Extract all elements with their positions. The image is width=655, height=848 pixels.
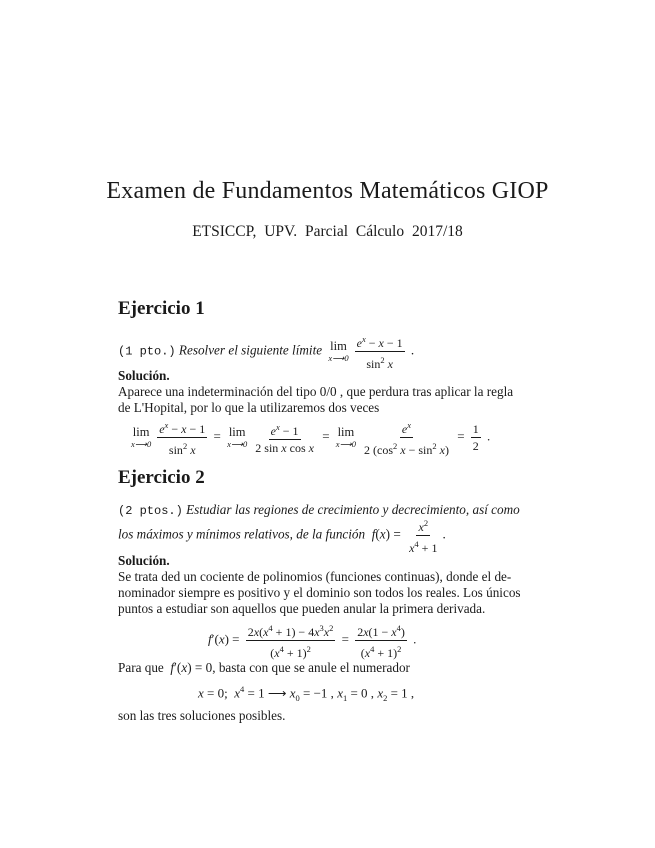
exercise-1-points: (1 pto.) [118, 344, 176, 359]
exercise-2-solution-line-1: Se trata ded un cociente de polinomios (funciones continuas), donde el de- [118, 569, 512, 584]
exercise-2-solution-line-2: nominador siempre es positivo y el dominio son todos los reales. Los únicos [118, 585, 521, 600]
exercise-2-statement-line-2: los máximos y mínimos relativos, de la función f(x) = $\frac{x^2}{x^4 + 1}$ . [118, 518, 446, 555]
roots-equation: x = 0; $x^4 = 1$ ⟶ $x_0 = -1$ , $x_1 = 0$ , $x_2 = 1$ , [198, 684, 415, 703]
exercise-1-solution-line-2: de L'Hopital, por lo que la utilizaremos dos veces [118, 400, 380, 415]
exercise-1-statement: (1 pto.) Resolver el siguiente límite lim x⟶0 $\frac{e^x - x - 1}{\sin^2 x}$ . [118, 334, 415, 371]
limit-operator: lim x⟶0 [328, 339, 349, 363]
exercise-2-solution-line-3: puntos a estudiar son aquellos que pueden anular la primera derivada. [118, 601, 486, 616]
exercise-2-conclusion: son las tres soluciones posibles. [118, 708, 286, 723]
exercise-2-condition: Para que f′(x) = 0, basta con que se anule el numerador [118, 660, 410, 675]
limit-fraction: $\frac{e^x - x - 1}{\sin^2 x}$ [356, 334, 403, 371]
page-subtitle: ETSICCP, UPV. Parcial Cálculo 2017/18 [192, 223, 463, 240]
exercise-2-solution-label: Solución. [118, 553, 170, 568]
exercise-1-prompt: Resolver el siguiente límite [178, 342, 323, 358]
exercise-2-points: (2 ptos.) [118, 504, 183, 518]
exercise-1-solution-label: Solución. [118, 368, 170, 383]
page-title: Examen de Fundamentos Matemáticos GIOP [106, 178, 549, 204]
derivative-equation: f′(x) = $\frac{2x(x^4 + 1) - 4x^3x^2}{(x^4 + 1)^2}$ = $\frac{2x(1 - x^4)}{(x^4 + 1)^2}$ . [208, 623, 417, 660]
exercise-1-solution-line-1: Aparece una indeterminación del tipo 0/0 , que perdura tras aplicar la regla [118, 384, 514, 399]
exercise-1-limit-chain: lim x⟶0 $\frac{e^x - x - 1}{\sin^2 x}$ = lim x⟶0 $\frac{e^x - 1}{\text{2 sin x cos x}}$ = lim x⟶0 $\frac{e^x}{2 (\cos^2 x - \sin^2 x)}$ = $\frac{1}{2}$ . [131, 420, 491, 457]
exercise-2-heading: Ejercicio 2 [118, 467, 205, 488]
exercise-2-statement-line-1: (2 ptos.) Estudiar las regiones de crecimiento y decrecimiento, así como [118, 502, 520, 518]
exercise-1-heading: Ejercicio 1 [118, 298, 205, 319]
